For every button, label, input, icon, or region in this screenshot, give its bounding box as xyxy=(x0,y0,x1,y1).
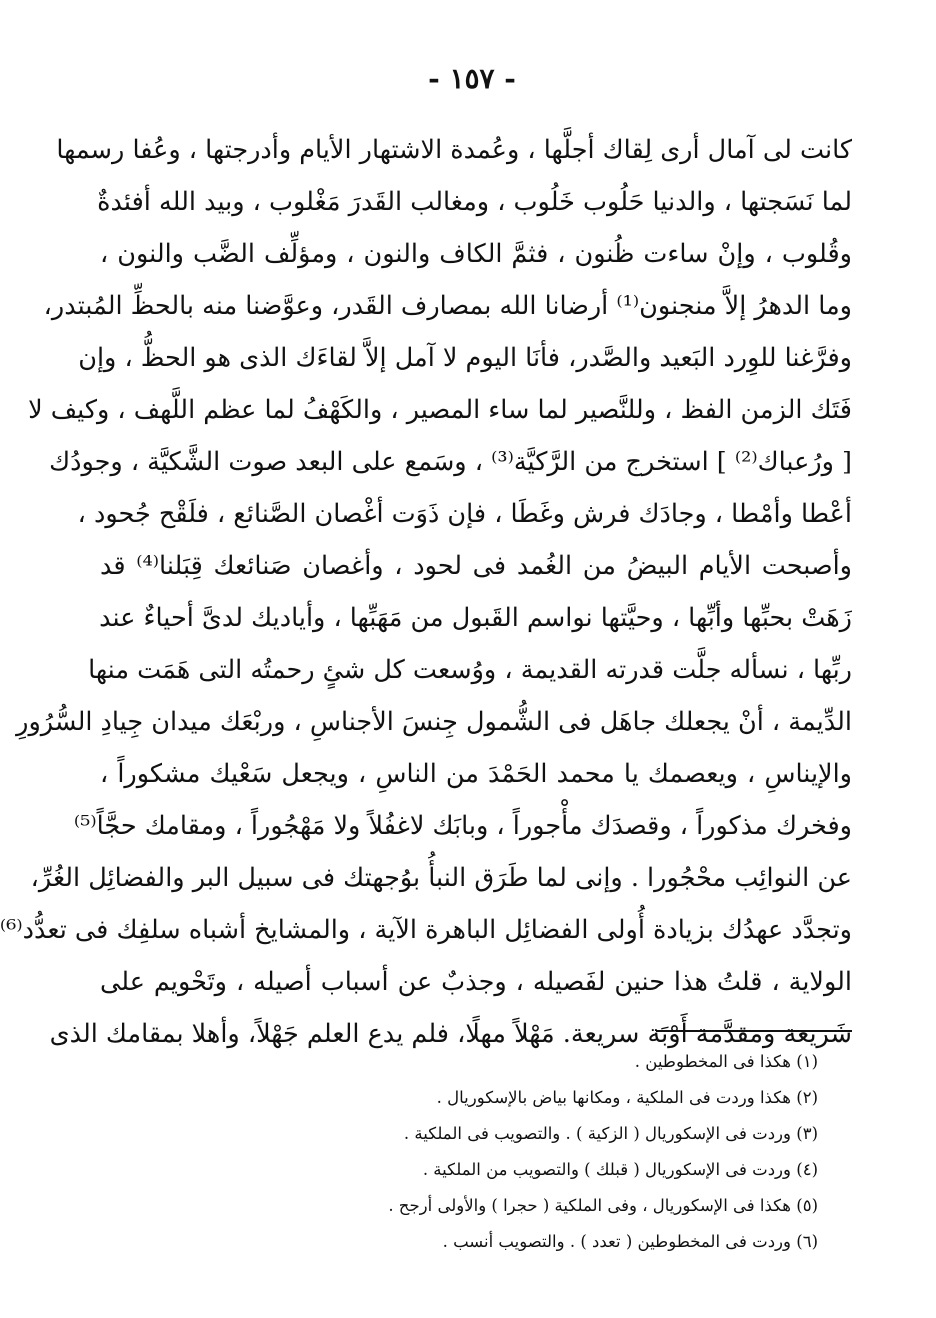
footnote: (٣) وردت فى الإسكوريال ( الزكية ) . والتصويب فى الملكية . xyxy=(403,1124,818,1143)
text-line: شَريعة ومقدَّمة أَوْبَة سريعة. مَهْلاً مهلًا، فلم يدع العلم جَهْلاً، وأهلا بمقامك الذى xyxy=(49,1019,852,1049)
text-line: وما الدهرُ إلاَّ منجنون⁽¹⁾ أرضانا الله بمصارف القَدر، وعوَّضنا منه بالحظِّ المُبتدر، xyxy=(43,291,852,321)
text-line: كانت لى آمال أرى لِقاك أجلَّها ، وعُمدة الاشتهار الأيام وأدرجتها ، وعُفا رسمها xyxy=(56,135,852,165)
footnote: (٢) هكذا وردت فى الملكية ، ومكانها بياض بالإسكوريال . xyxy=(436,1088,818,1107)
text-line: والإيناسِ ، ويعصمك يا محمد الحَمْدَ من الناسِ ، ويجعل سَعْيك مشكوراً ، xyxy=(100,759,852,789)
footnote: (٥) هكذا فى الإسكوريال ، وفى الملكية ( حجرا ) والأولى أرجح . xyxy=(388,1196,818,1215)
text-line: الدِّيمة ، أنْ يجعلك جاهَل فى الشُّمول جِنسَ الأجناسِ ، وربْعَك ميدان جِيادِ السُّرُورِ xyxy=(16,707,852,737)
text-line: وتجدَّد عهدُك بزيادة أُولى الفضائِل الباهرة الآية ، والمشايخ أشباه سلفِك فى تعدُّد⁽⁶⁾ xyxy=(0,915,852,945)
footnote: (٤) وردت فى الإسكوريال ( قبلك ) والتصويب من الملكية . xyxy=(422,1160,818,1179)
footnote: (١) هكذا فى المخطوطين . xyxy=(634,1052,818,1071)
text-line: وأصبحت الأيام البيضُ من الغُمد فى لحود ، وأغصان صَنائعك قِبَلنا⁽⁴⁾ قد xyxy=(100,551,852,581)
text-line: عن النوائِب محْجُورا . وإنى لما طَرَق النبأُ بوُجهتك فى سبيل البر والفضائِل الغُرِّ، xyxy=(30,863,852,893)
page-number: - ١٥٧ - xyxy=(428,62,516,95)
text-line: ربِّها ، نسأله جلَّت قدرته القديمة ، ووُسعت كل شئٍ رحمتُه التى هَمَت منها xyxy=(88,655,852,685)
text-line: [ ورُعباك⁽²⁾ ] استخرج من الرَّكيَّة⁽³⁾ ، وسَمع على البعد صوت الشَّكيَّة ، وجودُك xyxy=(49,447,852,477)
text-line: وقُلوب ، وإنْ ساءت ظُنون ، فثمَّ الكاف والنون ، ومؤلِّف الضَّب والنون ، xyxy=(100,239,852,269)
text-line: زَهَتْ بحبِّها وأبِّها ، وحيَّتها نواسم القَبول من مَهَبِّها ، وأياديك لدىَّ أحياءٌ عند xyxy=(99,603,852,633)
text-line: أعْطا وأمْطا ، وجادَك فرش وغَطَا ، فإن ذَوَت أغْصان الصَّنائع ، فلَقْح جُحود ، xyxy=(77,499,852,529)
text-line: وفرَّغنا للوِرد البَعيد والصَّدر، فأنَا اليوم لا آمل إلاَّ لقاءَك الذى هو الحظُّ ، وإن xyxy=(78,343,852,373)
text-line: لما نَسَجتها ، والدنيا حَلُوب خَلُوب ، ومغالب القَدرَ مَغْلوب ، وبيد الله أفئدةٌ xyxy=(97,187,852,217)
main-text xyxy=(0,124,852,1060)
footnote-separator xyxy=(656,1030,852,1032)
text-line: فَتَك الزمن الفظ ، وللنَّصير لما ساء المصير ، والكَهْفُ لما عظم اللَّهف ، وكيف لا xyxy=(28,395,852,425)
footnote: (٦) وردت فى المخطوطين ( تعدد ) . والتصويب أنسب . xyxy=(442,1232,818,1251)
text-line: وفخرك مذكوراً ، وقصدَك مأْجوراً ، وبابَك لاغفُلاً ولا مَهْجُوراً ، ومقامك حجَّاً⁽⁵⁾ xyxy=(73,811,852,841)
text-line: الولاية ، قلتُ هذا حنين لفَصيله ، وجذبٌ عن أسباب أصيله ، وتَحْويم على xyxy=(100,967,852,997)
footnotes xyxy=(258,1044,818,1260)
